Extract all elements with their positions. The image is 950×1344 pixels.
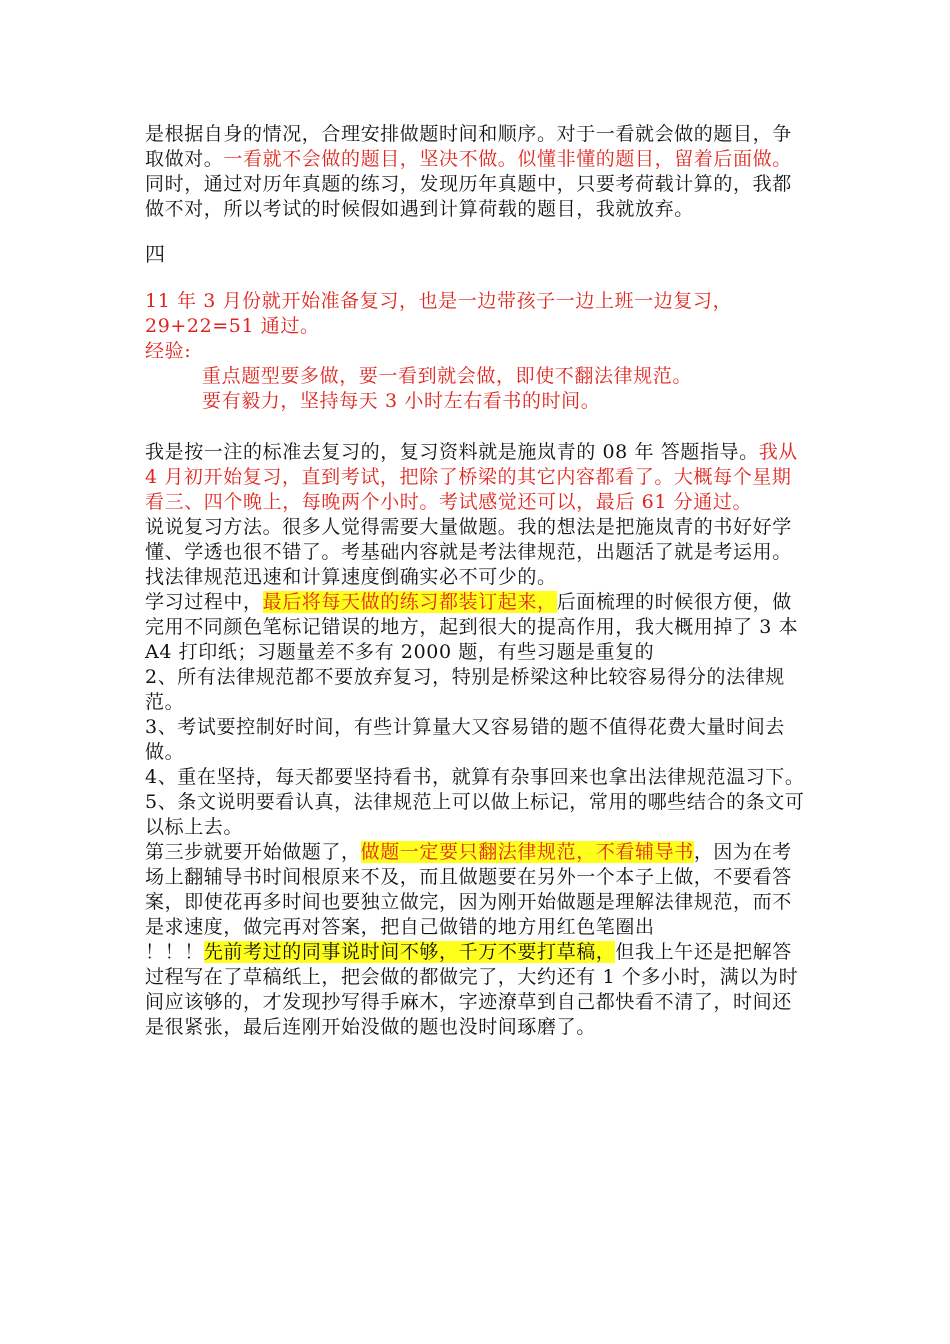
paragraph-learning-process [145, 590, 810, 665]
text-review-schedule-red: 我从 4 月初开始复习，直到考试，把除了桥梁的其它内容都看了。大概每个星期看三、四个晚上，每晚两个小时。考试感觉还可以，最后 61 分通过。 [145, 441, 798, 513]
paragraph-draft-warning [145, 940, 810, 1040]
paragraph-review-method: 说说复习方法。很多人觉得需要大量做题。我的想法是把施岚青的书好好学懂、学透也很不错了。考基础内容就是考法律规范，出题活了就是考运用。找法律规范迅速和计算速度倒确实必不可少的。 [145, 516, 792, 588]
text-strategy-red: 一看就不会做的题目，坚决不做。似懂非懂的题目，留着后面做。 [223, 148, 792, 170]
spacer [145, 414, 810, 440]
text-practice-intro: 第三步就要开始做题了， [145, 841, 361, 863]
text-learning-rest: 后面梳理的时候很方便，做完用不同颜色笔标记错误的地方，起到很大的提高作用，我大概用掉了 3 本 A4 打印纸；习题量差不多有 2000 题，有些习题是重复的 [145, 591, 799, 663]
text-highlight-draft: 先前考过的同事说时间不够，千万不要打草稿， [203, 941, 616, 963]
paragraph-prep-start: 11 年 3 月份就开始准备复习，也是一边带孩子一边上班一边复习，29+22=51 通过。 [145, 290, 733, 337]
paragraph-load-calc: 同时，通过对历年真题的练习，发现历年真题中，只要考荷载计算的，我都做不对，所以考试的时候假如遇到计算荷载的题目，我就放弃。 [145, 173, 792, 220]
experience-tip-2: 要有毅力，坚持每天 3 小时左右看书的时间。 [202, 390, 601, 412]
list-item-4: 4、重在坚持，每天都要坚持看书，就算有杂事回来也拿出法律规范温习下。 [145, 766, 805, 788]
paragraph-time-strategy [145, 122, 810, 172]
text-highlight-binding: 最后将每天做的练习都装订起来， [262, 591, 557, 613]
section-heading-four: 四 [145, 242, 166, 266]
document-page [145, 122, 810, 1040]
text-practice-rest: ，因为在考场上翻辅导书时间根原来不及，而且做题要在另外一个本子上做，不要看答案，即使花再多时间也要独立做完，因为刚开始做题是理解法律规范，而不是求速度，做完再对答案，把自己做错的地方用红色笔圈出 [145, 841, 792, 938]
text-review-material: 我是按一注的标准去复习的，复习资料就是施岚青的 08 年 答题指导。 [145, 441, 759, 463]
text-exclamations: ！！！ [145, 941, 204, 963]
experience-tip-1: 重点题型要多做，要一看到就会做，即使不翻法律规范。 [202, 365, 693, 387]
list-item-5: 5、条文说明要看认真，法律规范上可以做上标记，常用的哪些结合的条文可以标上去。 [145, 791, 805, 838]
paragraph-practice [145, 840, 810, 940]
list-item-2: 2、所有法律规范都不要放弃复习，特别是桥梁这种比较容易得分的法律规范。 [145, 666, 785, 713]
paragraph-review-material [145, 440, 810, 515]
text-draft-rest: 但我上午还是把解答过程写在了草稿纸上，把会做的都做完了，大约还有 1 个多小时，满以为时间应该够的，才发现抄写得手麻木，字迹潦草到自己都快看不清了，时间还是很紧张，最后连刚开始没做的题也没时间琢磨了。 [145, 941, 799, 1038]
text-learning-intro: 学习过程中， [145, 591, 263, 613]
text-strategy: 是根据自身的情况，合理安排做题时间和顺序。对于一看就会做的题目，争取做对。 [145, 123, 792, 170]
list-item-3: 3、考试要控制好时间，有些计算量大又容易错的题不值得花费大量时间去做。 [145, 716, 785, 763]
experience-label: 经验: [145, 340, 192, 362]
text-highlight-practice: 做题一定要只翻法律规范，不看辅导书 [360, 841, 694, 863]
